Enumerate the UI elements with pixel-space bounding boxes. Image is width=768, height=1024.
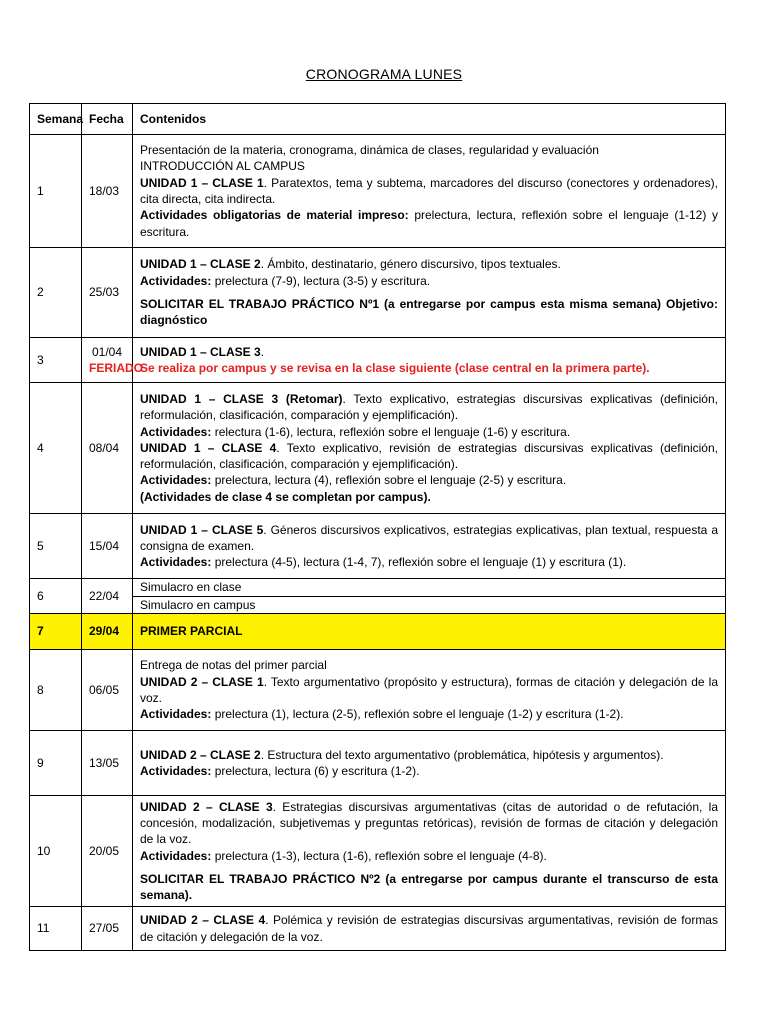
table-row [30, 514, 726, 579]
date-cell: 13/05 [82, 731, 133, 796]
schedule-table [29, 103, 726, 951]
body-text: Presentación de la materia, cronograma, dinámica de clases, regularidad y evaluación [140, 143, 599, 158]
header-week: Semana [30, 104, 82, 135]
table-row [30, 579, 726, 597]
content-line [140, 440, 718, 473]
date-cell: 29/04 [82, 614, 133, 650]
bold-label: Actividades: [140, 555, 212, 570]
content-cell [133, 907, 726, 951]
page-title: CRONOGRAMA LUNES [305, 66, 463, 82]
content-cell [133, 248, 726, 338]
table-row [30, 796, 726, 907]
content-line [140, 296, 718, 329]
content-line [140, 706, 718, 722]
bold-label: UNIDAD 1 – CLASE 1 [140, 175, 264, 190]
date-text: 01/04 [91, 344, 123, 359]
week-cell: 9 [30, 731, 82, 796]
content-line [140, 360, 718, 376]
body-text: . Paratextos, tema y subtema, marcadores del discurso (conectores y ordenadores), cita directa, cita indirecta. [140, 175, 718, 206]
content-line [140, 747, 718, 763]
body-text: . Géneros discursivos explicativos, estrategias explicativas, plan textual, respuesta a consigna de examen. [140, 522, 718, 553]
bold-label: Actividades: [140, 273, 212, 288]
week-cell: 3 [30, 338, 82, 383]
bold-label: UNIDAD 1 – CLASE 4 [140, 440, 277, 455]
table-row [30, 731, 726, 796]
week-cell: 2 [30, 248, 82, 338]
body-text: . Ámbito, destinatario, género discursivo, tipos textuales. [260, 257, 561, 272]
week-cell: 6 [30, 579, 82, 614]
bold-label: UNIDAD 2 – CLASE 3 [140, 799, 273, 814]
content-cell [133, 796, 726, 907]
body-text: relectura (1-6), lectura, reflexión sobre el lenguaje (1-6) y escritura. [211, 424, 571, 439]
bold-label: UNIDAD 1 – CLASE 3 [140, 344, 261, 359]
content-cell [133, 731, 726, 796]
bold-label: UNIDAD 1 – CLASE 5 [140, 522, 264, 537]
date-cell: 20/05 [82, 796, 133, 907]
content-line [140, 391, 718, 424]
content-line [140, 871, 718, 904]
content-line [140, 424, 718, 440]
week-cell: 10 [30, 796, 82, 907]
bold-label: PRIMER PARCIAL [140, 624, 243, 639]
week-cell: 4 [30, 383, 82, 514]
content-cell: Simulacro en campus [133, 596, 726, 614]
date-cell: 18/03 [82, 135, 133, 248]
bold-label: Actividades obligatorias de material impreso: [140, 208, 409, 223]
content-line [140, 142, 718, 158]
table-row [30, 338, 726, 383]
bold-label: Actividades: [140, 707, 212, 722]
content-line [140, 256, 718, 272]
body-text: INTRODUCCIÓN AL CAMPUS [140, 159, 305, 174]
body-text: prelectura (4-5), lectura (1-4, 7), reflexión sobre el lenguaje (1) y escritura (1). [211, 555, 627, 570]
body-text: prelectura (7-9), lectura (3-5) y escritura. [211, 273, 431, 288]
bold-label: Actividades: [140, 424, 212, 439]
bold-label: UNIDAD 1 – CLASE 3 (Retomar) [140, 391, 343, 406]
header-content: Contenidos [133, 104, 726, 135]
bold-label: UNIDAD 2 – CLASE 1 [140, 674, 264, 689]
content-line [140, 522, 718, 555]
date-cell: 08/04 [82, 383, 133, 514]
date-cell [82, 338, 143, 383]
week-cell: 7 [30, 614, 82, 650]
date-cell: 22/04 [82, 579, 133, 614]
week-cell: 8 [30, 650, 82, 731]
content-line [140, 799, 718, 848]
table-row [30, 650, 726, 731]
body-text: . Estructura del texto argumentativo (problemática, hipótesis y argumentos). [260, 747, 664, 762]
body-text: prelectura (1-3), lectura (1-6), reflexión sobre el lenguaje (4-8). [211, 848, 547, 863]
table-row [30, 596, 726, 614]
bold-label: SOLICITAR EL TRABAJO PRÁCTICO Nº2 (a entregarse por campus durante el transcurso de esta semana). [140, 871, 718, 903]
content-line [140, 344, 718, 360]
week-cell: 5 [30, 514, 82, 579]
content-cell: Simulacro en clase [133, 579, 726, 597]
date-cell: 15/04 [82, 514, 133, 579]
content-line [140, 273, 718, 289]
content-line [140, 912, 718, 945]
bold-label: SOLICITAR EL TRABAJO PRÁCTICO Nº1 (a entregarse por campus esta misma semana) Objetivo: diagnóstico [140, 297, 718, 328]
content-line [140, 848, 718, 864]
body-text: . Texto explicativo, revisión de estrategias discursivas explicativas (definición, reformulación, clasificación, comparación y ejemplificación). [140, 440, 718, 472]
bold-label: UNIDAD 1 – CLASE 2 [140, 257, 261, 272]
content-line [140, 674, 718, 707]
content-cell [133, 650, 726, 731]
bold-label: UNIDAD 2 – CLASE 2 [140, 747, 261, 762]
week-cell: 1 [30, 135, 82, 248]
content-cell [133, 514, 726, 579]
date-cell: 06/05 [82, 650, 133, 731]
content-line [140, 623, 718, 639]
body-text: Entrega de notas del primer parcial [140, 658, 327, 673]
content-line [140, 207, 718, 240]
table-row [30, 907, 726, 951]
content-line [140, 472, 718, 488]
body-text: . Texto argumentativo (propósito y estructura), formas de citación y delegación de la voz. [140, 674, 718, 705]
holiday-badge: FERIADO [89, 361, 143, 375]
bold-label: Actividades: [140, 473, 212, 488]
body-text: . Texto explicativo, estrategias discursivas explicativas (definición, reformulación, clasificación, comparación y ejemplificación). [140, 391, 718, 423]
content-line [140, 554, 718, 570]
bold-label: Actividades: [140, 764, 212, 778]
content-line [140, 175, 718, 208]
bold-label: UNIDAD 2 – CLASE 4 [140, 913, 266, 928]
alert-text: Se realiza por campus y se revisa en la clase siguiente (clase central en la primera parte). [140, 361, 650, 375]
body-text: . [260, 344, 265, 359]
content-cell [133, 338, 726, 383]
content-line [140, 763, 718, 779]
body-text: . Estrategias discursivas argumentativas (citas de autoridad o de refutación, la concesión, modalización, subjetivemas y preguntas retóricas), revisión de formas de citación y delegación de la voz. [140, 799, 718, 847]
table-row [30, 248, 726, 338]
content-cell [133, 135, 726, 248]
table-row [30, 614, 726, 650]
date-cell: 27/05 [82, 907, 133, 951]
content-line [140, 489, 718, 505]
date-cell: 25/03 [82, 248, 133, 338]
body-text: prelectura, lectura (6) y escritura (1-2). [211, 764, 420, 778]
body-text: prelectura, lectura (4), reflexión sobre el lenguaje (2-5) y escritura. [211, 473, 567, 488]
week-cell: 11 [30, 907, 82, 951]
body-text: prelectura (1), lectura (2-5), reflexión sobre el lenguaje (1-2) y escritura (1-2). [211, 707, 624, 722]
header-date: Fecha [82, 104, 133, 135]
content-line [140, 657, 718, 673]
content-line [140, 158, 718, 174]
content-cell [133, 383, 726, 514]
content-cell [133, 614, 726, 650]
table-row [30, 135, 726, 248]
table-row [30, 383, 726, 514]
body-text: . Polémica y revisión de estrategias discursivas argumentativas, revisión de formas de citación y delegación de la voz. [140, 913, 718, 944]
header-row [30, 104, 726, 135]
body-text: prelectura, lectura, reflexión sobre el lenguaje (1-12) y escritura. [140, 208, 718, 239]
bold-label: Actividades: [140, 848, 212, 863]
bold-label: (Actividades de clase 4 se completan por campus). [140, 489, 431, 504]
